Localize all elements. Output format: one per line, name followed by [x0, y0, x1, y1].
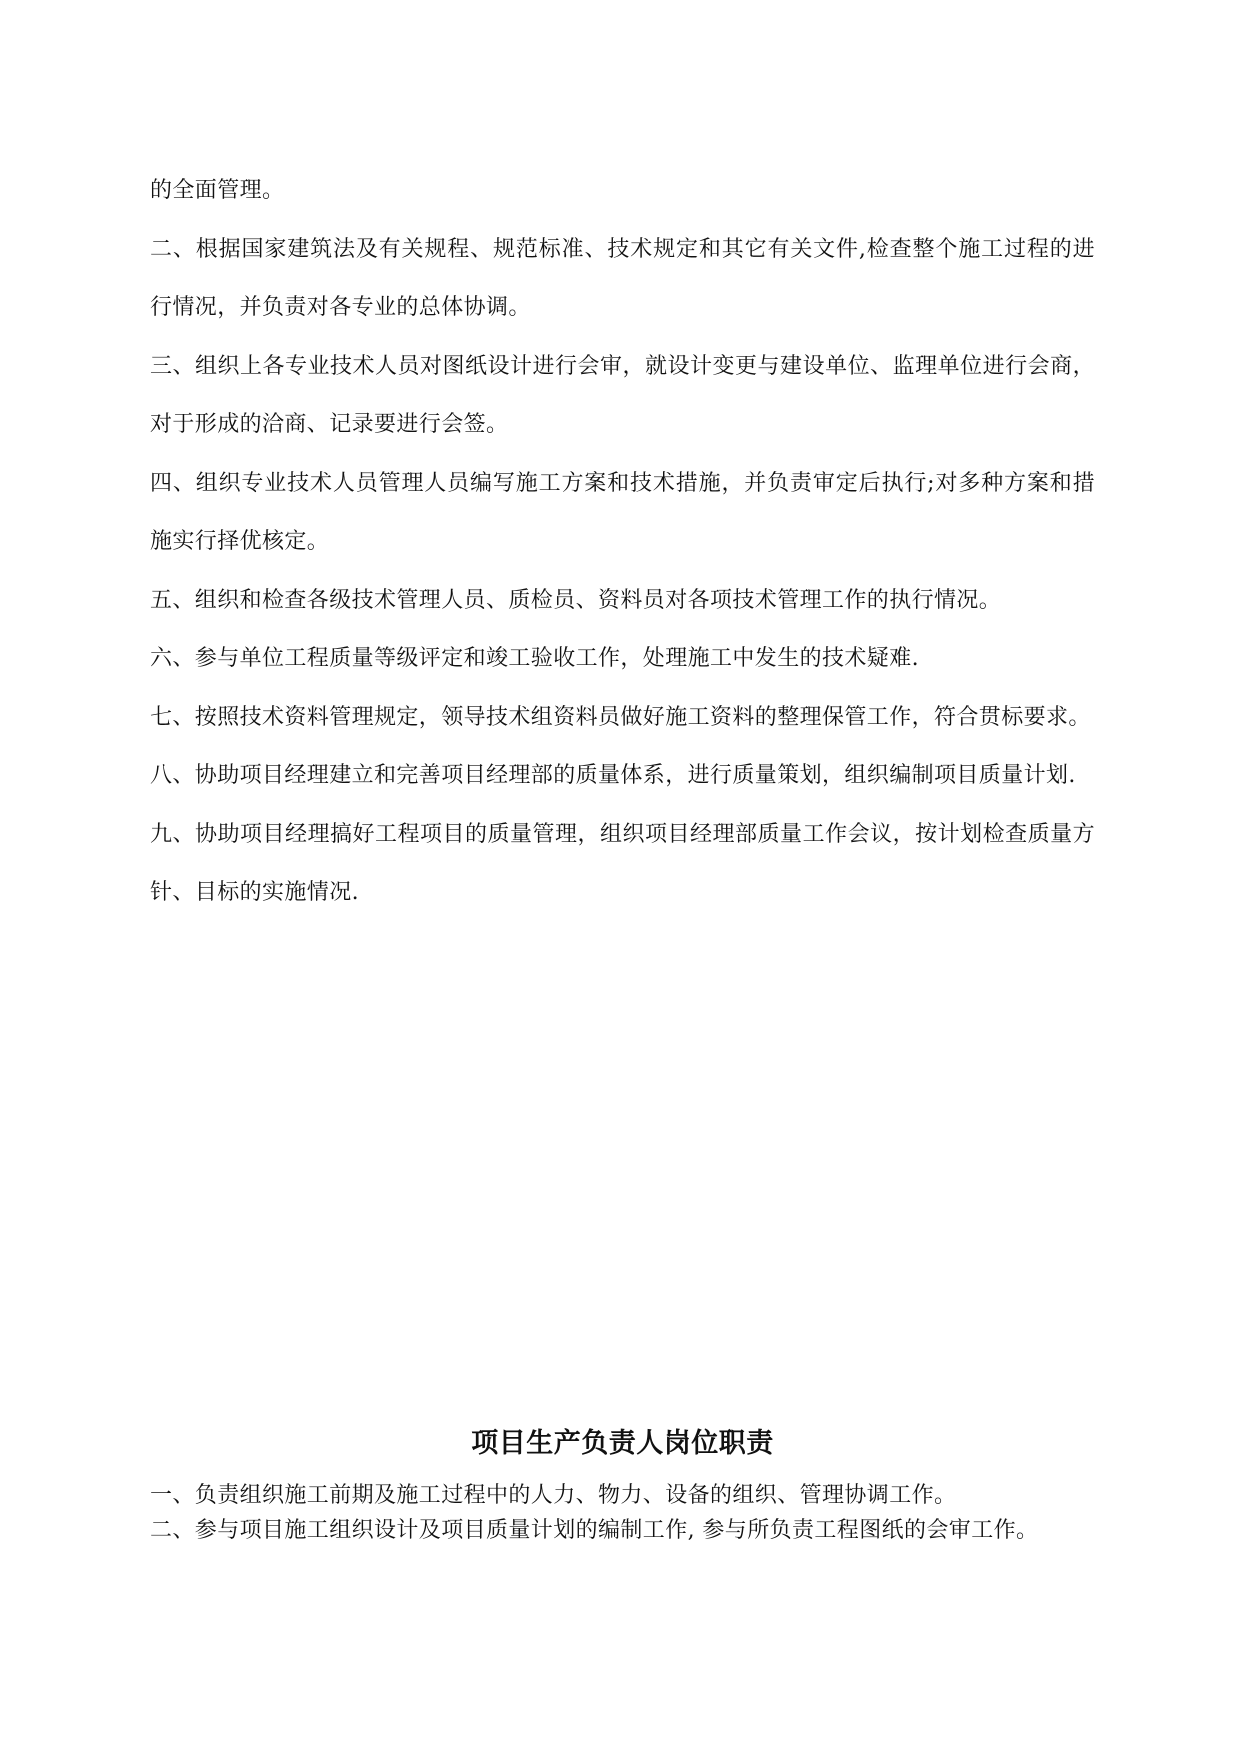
duty-paragraph-3: 三、组织上各专业技术人员对图纸设计进行会审，就设计变更与建设单位、监理单位进行会商，对于形成的洽商、记录要进行会签。: [150, 353, 1095, 437]
duty-paragraph-8: 八、协助项目经理建立和完善项目经理部的质量体系，进行质量策划，组织编制项目质量计划.: [150, 763, 1076, 788]
duty-paragraph-2: 二、根据国家建筑法及有关规程、规范标准、技术规定和其它有关文件,检查整个施工过程的进行情况，并负责对各专业的总体协调。: [150, 236, 1095, 320]
production-duty-1: 一、负责组织施工前期及施工过程中的人力、物力、设备的组织、管理协调工作。: [150, 1483, 957, 1508]
production-duty-2: 二、参与项目施工组织设计及项目质量计划的编制工作, 参与所负责工程图纸的会审工作。: [150, 1518, 1039, 1543]
technical-duties-section: [150, 162, 1095, 923]
duty-paragraph-7: 七、按照技术资料管理规定，领导技术组资料员做好施工资料的整理保管工作，符合贯标要求。: [150, 704, 1091, 730]
duty-paragraph-continuation: 的全面管理。: [150, 178, 285, 203]
duty-paragraph-6: 六、参与单位工程质量等级评定和竣工验收工作，处理施工中发生的技术疑难.: [150, 646, 919, 671]
production-duties-section: [150, 1478, 1095, 1548]
section-title: 项目生产负责人岗位职责: [471, 1428, 774, 1459]
duty-paragraph-4: 四、组织专业技术人员管理人员编写施工方案和技术措施，并负责审定后执行;对多种方案和措施实行择优核定。: [150, 470, 1095, 554]
duty-paragraph-9: 九、协助项目经理搞好工程项目的质量管理，组织项目经理部质量工作会议，按计划检查质量方针、目标的实施情况.: [150, 821, 1095, 905]
duty-paragraph-5: 五、组织和检查各级技术管理人员、质检员、资料员对各项技术管理工作的执行情况。: [150, 587, 1002, 613]
